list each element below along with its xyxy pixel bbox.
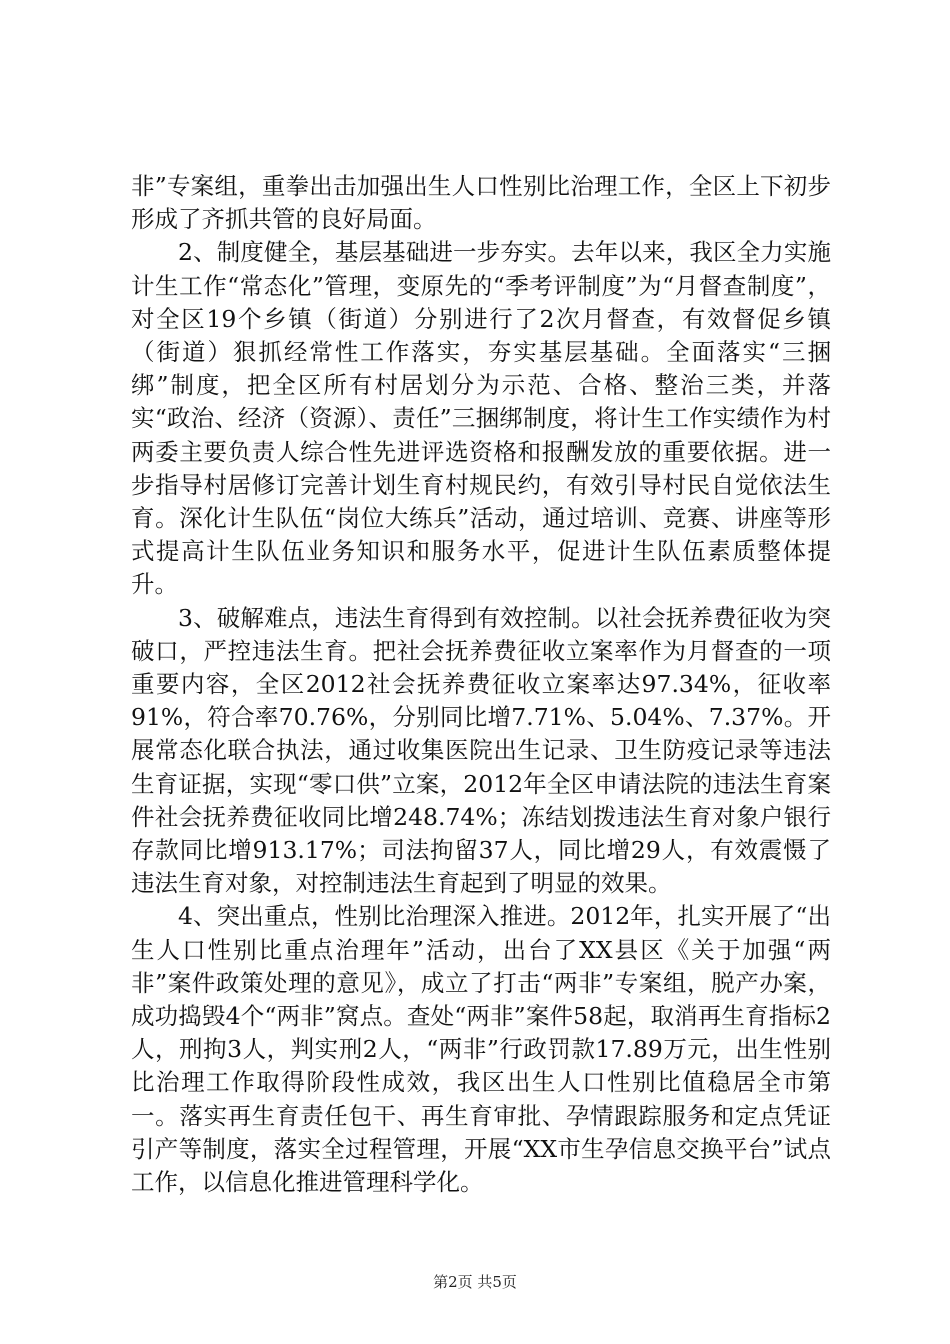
paragraph-continuation: 非”专案组，重拳出击加强出生人口性别比治理工作，全区上下初步形成了齐抓共管的良好局面。 xyxy=(131,172,831,234)
paragraph-sex-ratio-governance: 4、突出重点，性别比治理深入推进。2012年，扎实开展了“出生人口性别比重点治理年”活动，出台了XX县区《关于加强“两非”案件政策处理的意见》，成立了打击“两非”专案组，脱产办案，成功捣毁4个“两非”窝点。查处“两非”案件58起，取消再生育指标2人，刑拘3人，判实刑2人，“两非”行政罚款17.89万元，出生性别比治理工作取得阶段性成效，我区出生人口性别比值稳居全市第一。落实再生育责任包干、再生育审批、孕情跟踪服务和定点凭证引产等制度，落实全过程管理，开展“XX市生孕信息交换平台”试点工作，以信息化推进管理科学化。 xyxy=(131,902,831,1197)
page-number-footer: 第2页 共5页 xyxy=(433,1273,517,1291)
document-body xyxy=(131,170,831,1199)
paragraph-system-sound: 2、制度健全，基层基础进一步夯实。去年以来，我区全力实施计生工作“常态化”管理，变原先的“季考评制度”为“月督查制度”，对全区19个乡镇（街道）分别进行了2次月督查，有效督促乡镇（街道）狠抓经常性工作落实，夯实基层基础。全面落实“三捆绑”制度，把全区所有村居划分为示范、合格、整治三类，并落实“政治、经济（资源）、责任”三捆绑制度，将计生工作实绩作为村两委主要负责人综合性先进评选资格和报酬发放的重要依据。进一步指导村居修订完善计划生育村规民约，有效引导村民自觉依法生育。深化计生队伍“岗位大练兵”活动，通过培训、竞赛、讲座等形式提高计生队伍业务知识和服务水平，促进计生队伍素质整体提升。 xyxy=(131,238,831,599)
paragraph-illegal-birth-control: 3、破解难点，违法生育得到有效控制。以社会抚养费征收为突破口，严控违法生育。把社会抚养费征收立案率作为月督查的一项重要内容，全区2012社会抚养费征收立案率达97.34%，征收率91%，符合率70.76%，分别同比增7.71%、5.04%、7.37%。开展常态化联合执法，通过收集医院出生记录、卫生防疫记录等违法生育证据，实现“零口供”立案，2012年全区申请法院的违法生育案件社会抚养费征收同比增248.74%；冻结划拨违法生育对象户银行存款同比增913.17%；司法拘留37人，同比增29人，有效震慑了违法生育对象，对控制违法生育起到了明显的效果。 xyxy=(131,603,831,898)
